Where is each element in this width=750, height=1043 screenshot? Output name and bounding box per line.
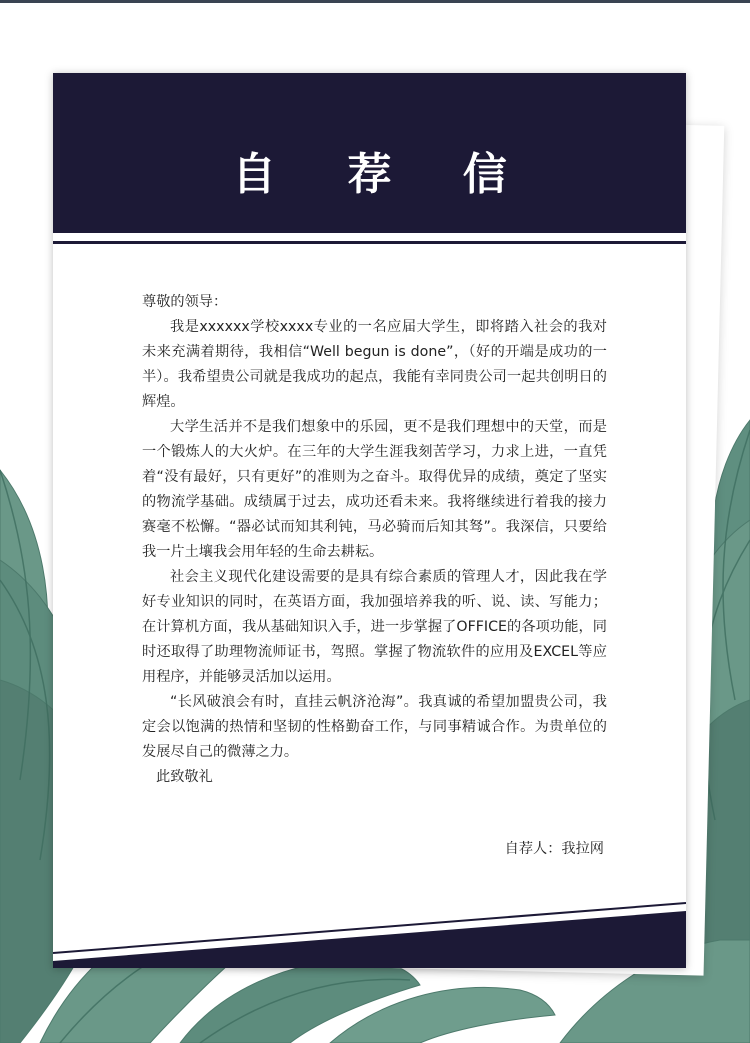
letter-body — [142, 290, 607, 790]
footer-band — [53, 893, 686, 968]
letter-paper — [53, 73, 686, 968]
paragraph-3: 社会主义现代化建设需要的是具有综合素质的管理人才，因此我在学好专业知识的同时，在英语方面，我加强培养我的听、说、读、写能力；在计算机方面，我从基础知识入手，进一步掌握了OFFICE的各项功能，同时还取得了助理物流师证书，驾照。掌握了物流软件的应用及EXCEL等应用程序，并能够灵活加以运用。 — [142, 569, 607, 685]
paragraph-1: 我是xxxxxx学校xxxx专业的一名应届大学生，即将踏入社会的我对未来充满着期待，我相信“Well begun is done”，（好的开端是成功的一半）。我希望贵公司就是我成功的起点，我能有幸同贵公司一起共创明日的辉煌。 — [142, 319, 607, 410]
paragraph-4: “长风破浪会有时，直挂云帆济沧海”。我真诚的希望加盟贵公司，我定会以饱满的热情和坚韧的性格勤奋工作，与同事精诚合作。为贵单位的发展尽自己的微薄之力。 — [142, 694, 607, 760]
header-divider — [53, 241, 686, 244]
closing: 此致敬礼 — [156, 769, 213, 785]
page-title: 自 荐 信 — [232, 149, 535, 200]
paragraph-2: 大学生活并不是我们想象中的乐园，更不是我们理想中的天堂，而是一个锻炼人的大火炉。在三年的大学生涯我刻苦学习，力求上进，一直凭着“没有最好，只有更好”的准则为之奋斗。取得优异的成绩，奠定了坚实的物流学基础。成绩属于过去，成功还看未来。我将继续进行着我的接力赛毫不松懈。“器必试而知其利钝，马必骑而后知其驽”。我深信，只要给我一片土壤我会用年轻的生命去耕耘。 — [142, 419, 607, 560]
salutation: 尊敬的领导： — [142, 294, 228, 310]
signature: 自荐人：我拉网 — [504, 841, 604, 857]
